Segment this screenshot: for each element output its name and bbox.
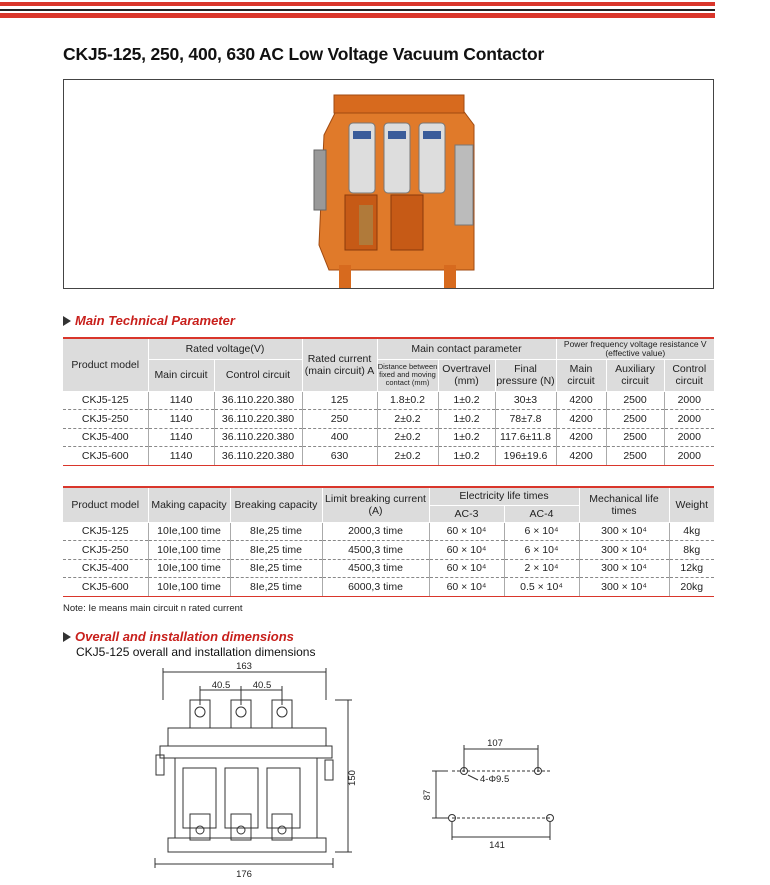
cell-pf-auxiliary: 2500 xyxy=(606,428,664,447)
header-mechanical-life: Mechanical life times xyxy=(579,488,669,522)
dim-176: 176 xyxy=(236,869,252,880)
cell-pf-auxiliary: 2500 xyxy=(606,391,664,410)
header-product-model: Product model xyxy=(63,488,148,522)
cell-breaking-capacity: 8Ie,25 time xyxy=(230,578,322,597)
cell-final-pressure: 196±19.6 xyxy=(495,447,556,466)
cell-product-model: CKJ5-400 xyxy=(63,559,148,578)
cell-making-capacity: 10Ie,100 time xyxy=(148,541,230,560)
header-main-contact: Main contact parameter xyxy=(377,339,556,359)
dim-87: 87 xyxy=(422,789,433,801)
cell-mechanical-life: 300 × 10⁴ xyxy=(579,541,669,560)
cell-ac3: 60 × 10⁴ xyxy=(429,578,504,597)
cell-pf-main: 4200 xyxy=(556,447,606,466)
cell-pf-control: 2000 xyxy=(664,410,714,429)
cell-overtravel: 1±0.2 xyxy=(438,428,495,447)
cell-mechanical-life: 300 × 10⁴ xyxy=(579,578,669,597)
cell-limit-breaking: 4500,3 time xyxy=(322,541,429,560)
cell-ac3: 60 × 10⁴ xyxy=(429,522,504,541)
header-breaking-capacity: Breaking capacity xyxy=(230,488,322,522)
header-weight: Weight xyxy=(669,488,714,522)
cell-weight: 8kg xyxy=(669,541,714,560)
cell-overtravel: 1±0.2 xyxy=(438,391,495,410)
note-text: Note: Ie means main circuit n rated current xyxy=(63,603,243,614)
cell-ac3: 60 × 10⁴ xyxy=(429,559,504,578)
cell-main-circuit-voltage: 1140 xyxy=(148,391,214,410)
cell-pf-main: 4200 xyxy=(556,391,606,410)
dim-150: 150 xyxy=(347,770,358,786)
cell-pf-auxiliary: 2500 xyxy=(606,447,664,466)
cell-distance: 2±0.2 xyxy=(377,447,438,466)
header-final-pressure: Final pressure (N) xyxy=(495,359,556,391)
header-electricity-life: Electricity life times xyxy=(429,488,579,505)
cell-rated-current: 630 xyxy=(302,447,377,466)
cell-final-pressure: 30±3 xyxy=(495,391,556,410)
header-power-frequency: Power frequency voltage resistance V (effective value) xyxy=(556,339,714,359)
cell-breaking-capacity: 8Ie,25 time xyxy=(230,522,322,541)
front-view-labels xyxy=(212,661,358,880)
cell-control-circuit-voltage: 36.110.220.380 xyxy=(214,410,302,429)
cell-main-circuit-voltage: 1140 xyxy=(148,447,214,466)
cell-main-circuit-voltage: 1140 xyxy=(148,410,214,429)
cell-making-capacity: 10Ie,100 time xyxy=(148,578,230,597)
header-making-capacity: Making capacity xyxy=(148,488,230,522)
cell-breaking-capacity: 8Ie,25 time xyxy=(230,559,322,578)
cell-weight: 12kg xyxy=(669,559,714,578)
cell-main-circuit-voltage: 1140 xyxy=(148,428,214,447)
header-main-circuit: Main circuit xyxy=(148,359,214,391)
cell-limit-breaking: 2000,3 time xyxy=(322,522,429,541)
header-rated-current: Rated current (main circuit) A xyxy=(302,339,377,391)
cell-product-model: CKJ5-600 xyxy=(63,447,148,466)
cell-pf-control: 2000 xyxy=(664,391,714,410)
cell-rated-current: 250 xyxy=(302,410,377,429)
dim-141: 141 xyxy=(489,840,505,851)
cell-pf-auxiliary: 2500 xyxy=(606,410,664,429)
header-product-model: Product model xyxy=(63,339,148,391)
cell-product-model: CKJ5-250 xyxy=(63,410,148,429)
cell-final-pressure: 78±7.8 xyxy=(495,410,556,429)
cell-control-circuit-voltage: 36.110.220.380 xyxy=(214,391,302,410)
dim-holes: 4-Φ9.5 xyxy=(480,774,510,785)
cell-product-model: CKJ5-125 xyxy=(63,391,148,410)
cell-weight: 20kg xyxy=(669,578,714,597)
dim-40-5-right: 40.5 xyxy=(252,680,272,691)
mounting-view-drawing xyxy=(432,745,554,840)
cell-rated-current: 125 xyxy=(302,391,377,410)
cell-making-capacity: 10Ie,100 time xyxy=(148,559,230,578)
cell-pf-control: 2000 xyxy=(664,428,714,447)
header-pf-main: Main circuit xyxy=(556,359,606,391)
page-title: CKJ5-125, 250, 400, 630 AC Low Voltage Vacuum Contactor xyxy=(63,44,545,64)
section-title: Main Technical Parameter xyxy=(75,313,235,328)
cell-ac4: 2 × 10⁴ xyxy=(504,559,579,578)
dimensions-subtitle: CKJ5-125 overall and installation dimensions xyxy=(76,645,316,659)
section-title: Overall and installation dimensions xyxy=(75,629,294,644)
dim-107: 107 xyxy=(487,738,503,749)
cell-product-model: CKJ5-600 xyxy=(63,578,148,597)
cell-product-model: CKJ5-400 xyxy=(63,428,148,447)
cell-limit-breaking: 4500,3 time xyxy=(322,559,429,578)
cell-pf-main: 4200 xyxy=(556,428,606,447)
cell-product-model: CKJ5-250 xyxy=(63,541,148,560)
cell-control-circuit-voltage: 36.110.220.380 xyxy=(214,428,302,447)
cell-breaking-capacity: 8Ie,25 time xyxy=(230,541,322,560)
dim-163: 163 xyxy=(236,661,252,672)
header-control-circuit: Control circuit xyxy=(214,359,302,391)
cell-making-capacity: 10Ie,100 time xyxy=(148,522,230,541)
cell-mechanical-life: 300 × 10⁴ xyxy=(579,559,669,578)
cell-distance: 2±0.2 xyxy=(377,410,438,429)
cell-distance: 1.8±0.2 xyxy=(377,391,438,410)
cell-mechanical-life: 300 × 10⁴ xyxy=(579,522,669,541)
cell-weight: 4kg xyxy=(669,522,714,541)
mounting-view-labels xyxy=(422,738,509,851)
cell-rated-current: 400 xyxy=(302,428,377,447)
header-ac4: AC-4 xyxy=(504,505,579,522)
front-view-drawing xyxy=(155,668,352,868)
cell-overtravel: 1±0.2 xyxy=(438,410,495,429)
cell-control-circuit-voltage: 36.110.220.380 xyxy=(214,447,302,466)
header-overtravel: Overtravel (mm) xyxy=(438,359,495,391)
header-ac3: AC-3 xyxy=(429,505,504,522)
cell-ac4: 0.5 × 10⁴ xyxy=(504,578,579,597)
cell-overtravel: 1±0.2 xyxy=(438,447,495,466)
header-pf-control: Control circuit xyxy=(664,359,714,391)
cell-ac4: 6 × 10⁴ xyxy=(504,541,579,560)
cell-ac4: 6 × 10⁴ xyxy=(504,522,579,541)
cell-final-pressure: 117.6±11.8 xyxy=(495,428,556,447)
cell-product-model: CKJ5-125 xyxy=(63,522,148,541)
header-pf-auxiliary: Auxiliary circuit xyxy=(606,359,664,391)
header-rated-voltage: Rated voltage(V) xyxy=(148,339,302,359)
cell-distance: 2±0.2 xyxy=(377,428,438,447)
header-limit-breaking: Limit breaking current (A) xyxy=(322,488,429,522)
cell-pf-control: 2000 xyxy=(664,447,714,466)
cell-ac3: 60 × 10⁴ xyxy=(429,541,504,560)
header-distance: Distance between fixed and moving contact (mm) xyxy=(377,359,438,391)
cell-limit-breaking: 6000,3 time xyxy=(322,578,429,597)
dim-40-5-left: 40.5 xyxy=(211,680,231,691)
cell-pf-main: 4200 xyxy=(556,410,606,429)
